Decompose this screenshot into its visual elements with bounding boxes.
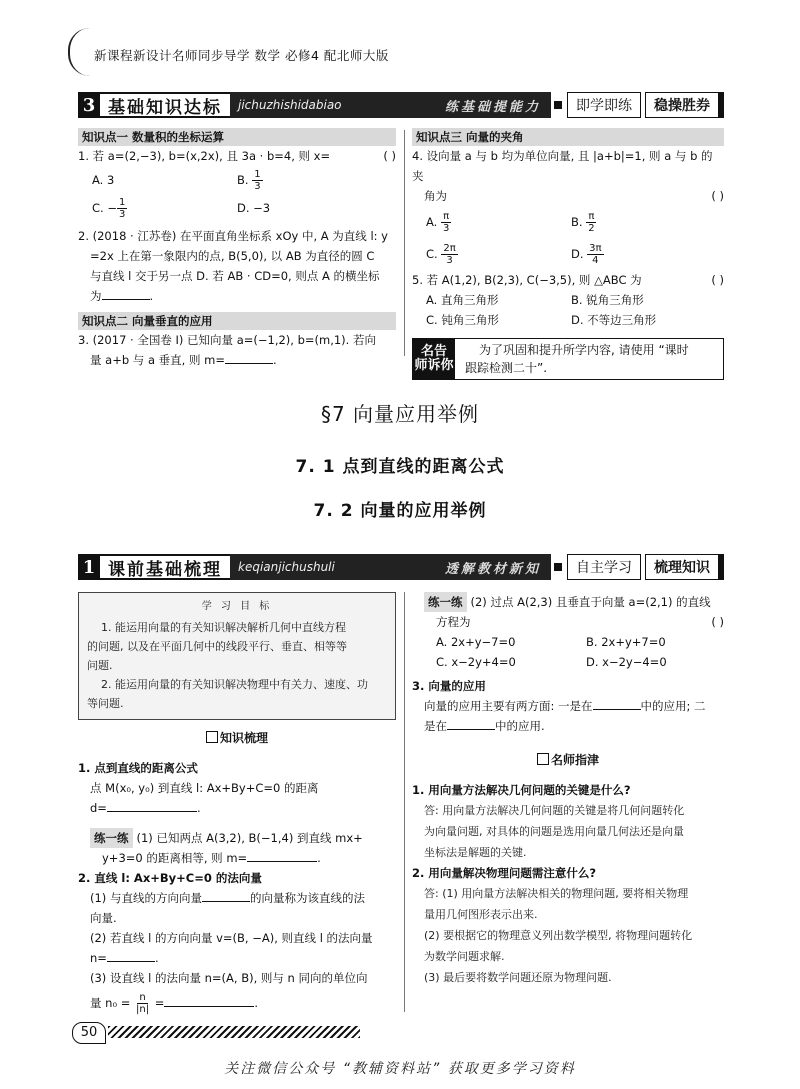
point-2-line-1-b: 的向量称为该直线的法 xyxy=(249,891,365,905)
banner-pinyin: jichuzhishidabiao xyxy=(238,98,342,112)
right-knowledge-column xyxy=(412,592,724,988)
answer-2-line-2: 量用几何图形表示出来. xyxy=(424,908,538,921)
knowledge-sorting-title: 知识梳理 xyxy=(219,731,268,745)
learning-goals-box xyxy=(78,592,396,720)
right-exercise-column xyxy=(412,128,724,380)
teacher-tip-badge xyxy=(413,339,455,379)
guide-question-2: 2. 用向量解决物理问题需注意什么? xyxy=(412,866,597,880)
knowledge-point-1: 知识点一 数量积的坐标运算 xyxy=(78,128,396,146)
header-arc-decoration xyxy=(68,28,92,76)
knowledge-point-3: 知识点三 向量的夹角 xyxy=(412,128,724,146)
left-exercise-column xyxy=(78,128,396,370)
option-a: A. 直角三角形 xyxy=(426,293,499,307)
banner-slogan: 练基础提能力 xyxy=(444,99,541,115)
banner-strip xyxy=(230,554,551,580)
point-3-line-1-b: 中的应用; 二 xyxy=(640,699,706,713)
option-d: D. x−2y−4=0 xyxy=(586,655,667,669)
option-b: B. 锐角三角形 xyxy=(571,293,644,307)
banner-title: 课前基础梳理 xyxy=(100,554,230,580)
option-c-label: C. − xyxy=(92,201,117,215)
badge-line-2: 师诉你 xyxy=(414,358,454,373)
question-2-line-2: =2x 上在第一象限内的点, B(5,0), 以 AB 为直径的圆 C xyxy=(90,249,375,263)
knowledge-sorting-head xyxy=(78,728,396,748)
option-b: B. 2x+y+7=0 xyxy=(586,635,666,649)
practice-1-line-2 xyxy=(78,848,396,868)
badge-line-1: 名告 xyxy=(420,344,447,359)
fraction xyxy=(252,169,262,192)
section-title: §7 向量应用举例 xyxy=(320,402,480,426)
banner-tag-1: 即学即练 xyxy=(567,92,641,118)
practice-tag: 练一练 xyxy=(424,592,467,612)
question-3-end: . xyxy=(272,353,277,367)
learning-goals-title: 学 习 目 标 xyxy=(201,601,273,612)
goal-1-line-2: 的问题, 以及在平面几何中的线段平行、垂直、相等等 xyxy=(87,640,347,653)
answer-blank[interactable] xyxy=(247,849,317,862)
banner-square-icon xyxy=(554,563,562,571)
answer-1-line-2: 为向量问题, 对具体的问题是选用向量几何法还是向量 xyxy=(424,825,684,838)
answer-2-line-3: (2) 要根据它的物理意义列出数学模型, 将物理问题转化 xyxy=(424,929,693,942)
banner-tag-2: 梳理知识 xyxy=(645,554,724,580)
option-b xyxy=(571,206,716,238)
point-2-line-6 xyxy=(78,988,396,1018)
column-divider xyxy=(404,130,405,356)
page-header xyxy=(60,28,760,76)
footer-note: 关注微信公众号 “教辅资料站” 获取更多学习资料 xyxy=(224,1061,576,1077)
fraction xyxy=(586,211,596,234)
fraction-denominator: 3 xyxy=(254,181,261,192)
question-4-line-2 xyxy=(412,186,724,206)
practice-1-line-1: (1) 已知两点 A(3,2), B(−1,4) 到直线 mx+ xyxy=(136,831,363,845)
fraction-denominator: 3 xyxy=(118,209,126,220)
question-4-prefix: 角为 xyxy=(424,189,447,203)
practice-1 xyxy=(78,828,396,848)
option-d: D. −3 xyxy=(237,201,271,215)
option-c: C. x−2y+4=0 xyxy=(436,655,516,669)
answer-blank[interactable] xyxy=(202,889,250,902)
point-1-prefix: d= xyxy=(90,801,107,815)
answer-blank[interactable] xyxy=(225,351,273,364)
page-number-strip xyxy=(72,1022,362,1044)
fraction-numerator: n xyxy=(139,992,146,1003)
fraction xyxy=(441,211,451,234)
point-2-line-1-a: (1) 与直线的方向向量 xyxy=(90,891,202,905)
knowledge-sorting-column xyxy=(78,728,396,1018)
practice-2-line-2 xyxy=(412,612,724,632)
option-b-label: B. xyxy=(571,215,583,229)
option-a xyxy=(426,206,571,238)
option-a-label: A. xyxy=(426,215,438,229)
subsection-title-1: 7. 1 点到直线的距离公式 xyxy=(295,457,505,477)
question-5-options xyxy=(412,290,724,330)
answer-paren: ( ) xyxy=(711,615,724,629)
fraction-denominator: 4 xyxy=(592,255,599,266)
point-2-line-4-prefix: n= xyxy=(90,951,107,965)
banner-strip xyxy=(230,92,551,118)
option-c xyxy=(92,194,237,222)
teacher-guide-head xyxy=(412,750,724,770)
banner-tag-2: 稳操胜券 xyxy=(645,92,724,118)
point-2-line-1 xyxy=(78,888,396,908)
option-b xyxy=(237,166,382,194)
fraction xyxy=(587,243,603,266)
fraction-numerator: π xyxy=(588,211,595,222)
answer-blank[interactable] xyxy=(593,697,641,710)
teacher-tip-box xyxy=(412,338,724,380)
question-5 xyxy=(412,270,724,290)
banner-square-icon xyxy=(554,101,562,109)
tip-line-1: 为了巩固和提升所学内容, 请使用 “课时 xyxy=(479,343,689,357)
square-mark-icon xyxy=(206,731,218,743)
guide-answer-1 xyxy=(412,800,724,863)
option-a: A. 3 xyxy=(92,173,115,187)
point-2-line-6-eq: = xyxy=(154,996,165,1010)
banner-tag-1: 自主学习 xyxy=(567,554,641,580)
fraction xyxy=(117,197,127,220)
answer-blank[interactable] xyxy=(107,949,155,962)
fraction xyxy=(441,243,457,266)
question-1 xyxy=(78,146,396,166)
answer-paren: ( ) xyxy=(711,189,724,203)
point-1-title: 1. 点到直线的距离公式 xyxy=(78,761,198,775)
point-3-line-1-a: 向量的应用主要有两方面: 一是在 xyxy=(424,699,593,713)
practice-1-end: . xyxy=(317,851,321,865)
book-title: 新课程新设计名师同步导学 数学 必修4 配北师大版 xyxy=(94,48,389,63)
fraction-numerator: 1 xyxy=(118,197,126,208)
teacher-tip-text xyxy=(455,341,689,377)
question-1-text: 1. 若 a=(2,−3), b=(x,2x), 且 3a · b=4, 则 x= xyxy=(78,149,331,163)
point-2-line-5: (3) 设直线 l 的法向量 n=(A, B), 则与 n 同向的单位向 xyxy=(90,971,368,985)
fraction-denominator: 3 xyxy=(446,255,453,266)
question-2-prefix: 为 xyxy=(90,289,102,303)
fraction-numerator: 2π xyxy=(443,243,456,254)
goal-1-line-1: 1. 能运用向量的有关知识解决解析几何中直线方程 xyxy=(101,621,346,634)
answer-paren: ( ) xyxy=(711,273,724,287)
question-1-options xyxy=(78,166,396,222)
answer-blank[interactable] xyxy=(107,799,197,812)
point-1-end: . xyxy=(196,801,201,815)
point-2-line-6-end: . xyxy=(254,996,259,1010)
answer-blank[interactable] xyxy=(164,994,254,1007)
option-b-label: B. xyxy=(237,173,249,187)
question-2-line-1: 2. (2018 · 江苏卷) 在平面直角坐标系 xOy 中, A 为直线 l: y xyxy=(78,229,388,243)
fraction-numerator: 1 xyxy=(254,169,261,180)
page-number: 50 xyxy=(72,1022,106,1044)
question-3-prefix: 量 a+b 与 a 垂直, 则 m= xyxy=(90,353,225,367)
point-3-line-2 xyxy=(412,716,724,736)
guide-question-1: 1. 用向量方法解决几何问题的关键是什么? xyxy=(412,783,631,797)
answer-1-line-1: 答: 用向量方法解决几何问题的关键是将几何问题转化 xyxy=(424,804,685,817)
option-d xyxy=(571,238,716,270)
practice-tag: 练一练 xyxy=(90,828,133,848)
answer-1-line-3: 坐标法是解题的关键. xyxy=(424,846,527,859)
answer-blank[interactable] xyxy=(102,287,150,300)
fraction-numerator: π xyxy=(443,211,450,222)
practice-1-prefix: y+3=0 的距离相等, 则 m= xyxy=(102,851,248,865)
point-3-title: 3. 向量的应用 xyxy=(412,679,486,693)
point-2-title: 2. 直线 l: Ax+By+C=0 的法向量 xyxy=(78,871,262,885)
answer-2-line-4: 为数学问题求解. xyxy=(424,950,505,963)
fraction xyxy=(134,992,151,1015)
banner-number: 1 xyxy=(78,554,100,580)
point-2-line-4 xyxy=(78,948,396,968)
fraction-denominator: |n| xyxy=(136,1004,150,1015)
answer-paren: ( ) xyxy=(383,149,396,163)
square-mark-icon xyxy=(537,753,549,765)
subsection-title-2: 7. 2 向量的应用举例 xyxy=(313,501,487,521)
question-2-line-3: 与直线 l 交于另一点 D. 若 AB · CD=0, 则点 A 的横坐标 xyxy=(90,269,380,283)
option-c xyxy=(426,238,571,270)
banner-number: 3 xyxy=(78,92,100,118)
point-1-line-2 xyxy=(78,798,396,818)
question-4-options xyxy=(412,206,724,270)
column-divider xyxy=(404,592,405,1012)
option-c-label: C. xyxy=(426,247,438,261)
hatch-decoration xyxy=(108,1026,360,1038)
point-2-line-4-end: . xyxy=(154,951,159,965)
point-3-line-2-a: 是在 xyxy=(424,719,447,733)
point-1-line-1: 点 M(x₀, y₀) 到直线 l: Ax+By+C=0 的距离 xyxy=(90,781,319,795)
goal-2-line-1: 2. 能运用向量的有关知识解决物理中有关力、速度、功 xyxy=(101,678,368,691)
answer-2-line-5: (3) 最后要将数学问题还原为物理问题. xyxy=(424,971,612,984)
tip-line-2: 跟踪检测二十”. xyxy=(465,361,548,375)
question-4-line-1: 4. 设向量 a 与 b 均为单位向量, 且 |a+b|=1, 则 a 与 b 的夹 xyxy=(412,149,713,183)
banner-slogan: 透解教材新知 xyxy=(444,561,541,577)
answer-2-line-1: 答: (1) 用向量方法解决相关的物理问题, 要将相关物理 xyxy=(424,887,689,900)
section-banner-basic xyxy=(78,92,724,118)
question-3-line-2 xyxy=(78,350,396,370)
point-2-line-6-prefix: 量 n₀ = xyxy=(90,996,131,1010)
banner-title: 基础知识达标 xyxy=(100,92,230,118)
section-banner-preclass xyxy=(78,554,724,580)
option-a: A. 2x+y−7=0 xyxy=(436,635,516,649)
knowledge-point-2: 知识点二 向量垂直的应用 xyxy=(78,312,396,330)
goal-2-line-2: 等问题. xyxy=(87,697,124,710)
point-3-line-2-b: 中的应用. xyxy=(495,719,545,733)
option-d-label: D. xyxy=(571,247,584,261)
banner-pinyin: keqianjichushuli xyxy=(238,560,335,574)
point-2-line-3: (2) 若直线 l 的方向向量 v=(B, −A), 则直线 l 的法向量 xyxy=(90,931,373,945)
point-2-line-2: 向量. xyxy=(90,911,117,925)
fraction-denominator: 3 xyxy=(442,223,450,234)
practice-2-prefix: 方程为 xyxy=(436,615,471,629)
fraction-denominator: 2 xyxy=(588,223,595,234)
question-2 xyxy=(78,226,396,306)
question-5-text: 5. 若 A(1,2), B(2,3), C(−3,5), 则 △ABC 为 xyxy=(412,273,642,287)
option-c: C. 钝角三角形 xyxy=(426,313,499,327)
question-3-line-1: 3. (2017 · 全国卷 Ⅰ) 已知向量 a=(−1,2), b=(m,1). 若向 xyxy=(78,333,376,347)
guide-answer-2 xyxy=(412,883,724,988)
goal-1-line-3: 问题. xyxy=(87,659,113,672)
fraction-numerator: 3π xyxy=(589,243,602,254)
practice-2-options xyxy=(412,632,724,672)
question-2-line-4 xyxy=(78,286,396,306)
answer-blank[interactable] xyxy=(447,717,495,730)
option-d: D. 不等边三角形 xyxy=(571,313,657,327)
practice-2 xyxy=(412,592,724,612)
question-2-end: . xyxy=(149,289,154,303)
point-3-line-1 xyxy=(412,696,724,716)
teacher-tip-badge-text xyxy=(414,345,453,373)
practice-2-line-1: (2) 过点 A(2,3) 且垂直于向量 a=(2,1) 的直线 xyxy=(470,595,711,609)
teacher-guide-title: 名师指津 xyxy=(550,753,599,767)
